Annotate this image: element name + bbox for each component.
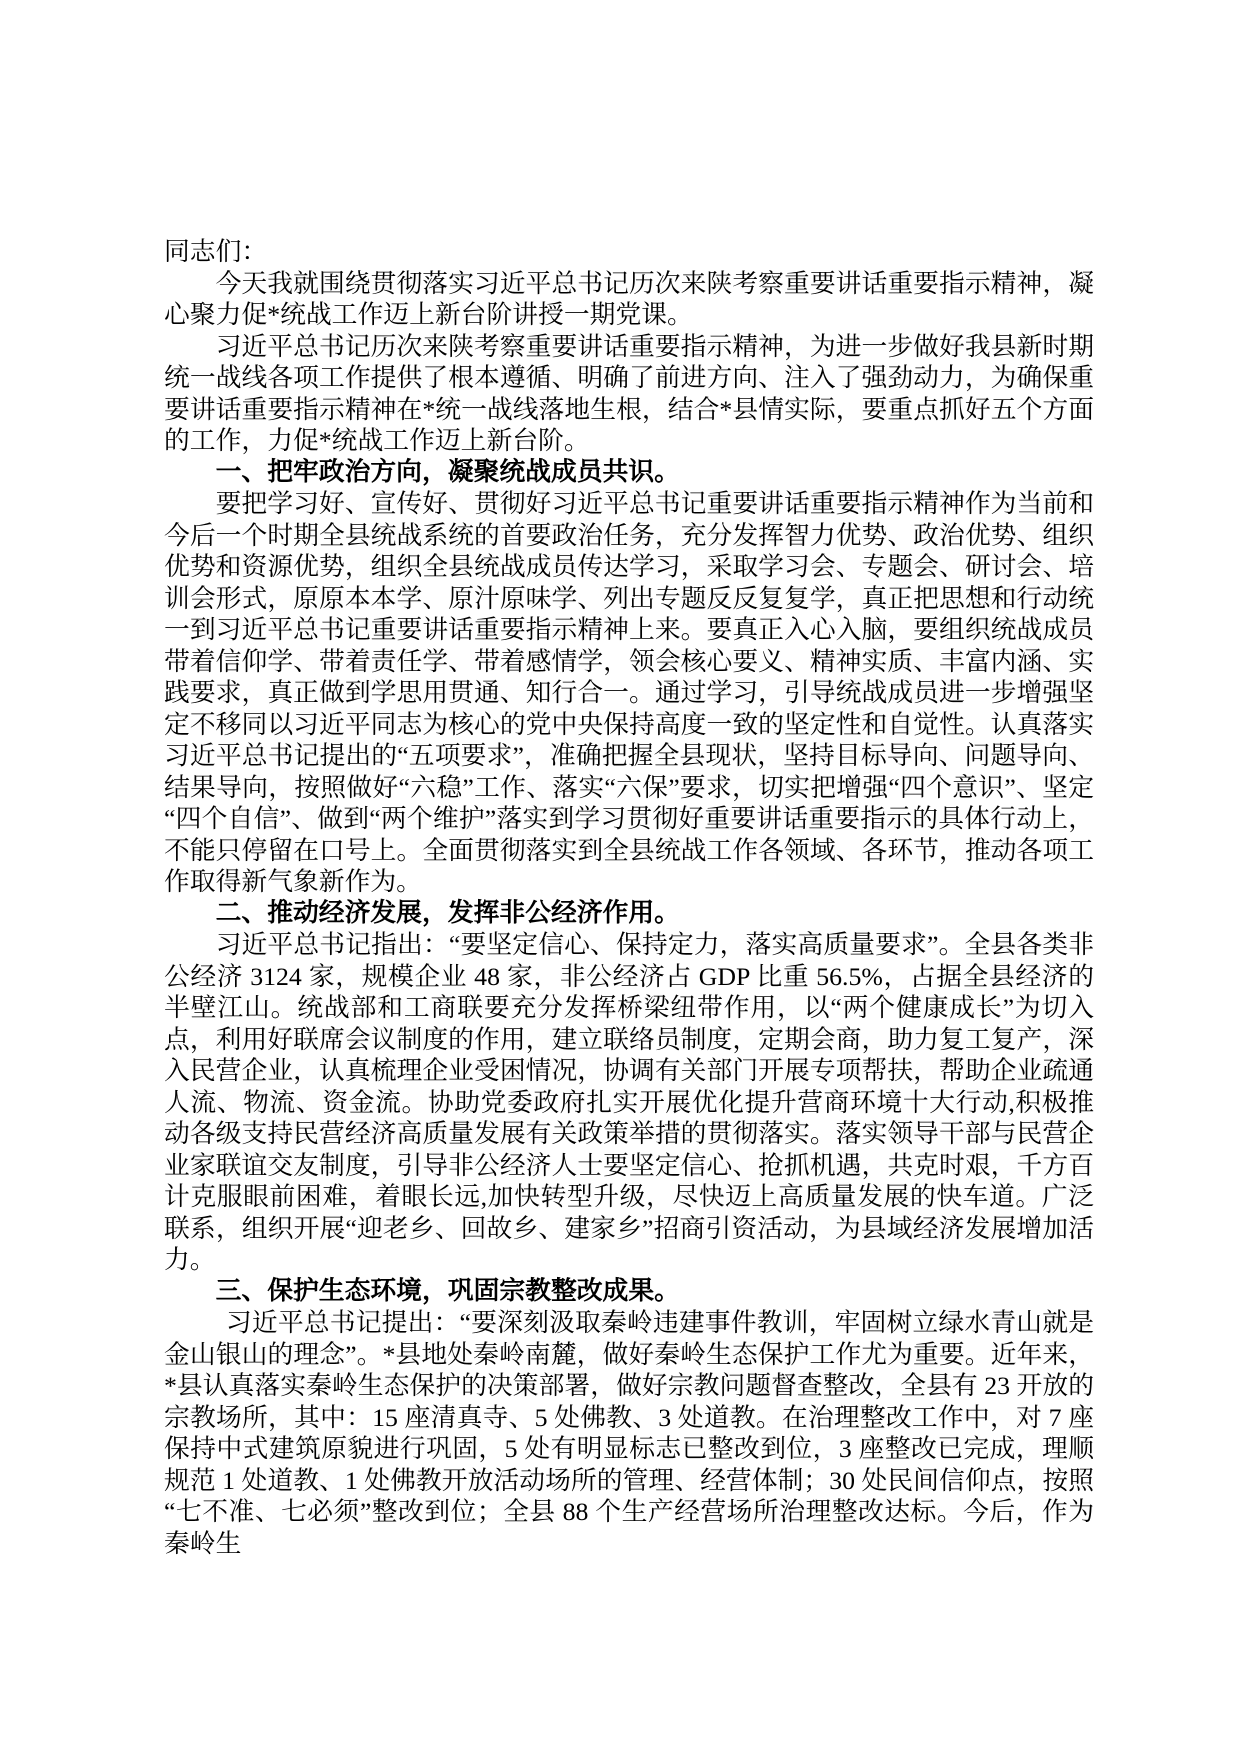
section-heading: 二、推动经济发展，发挥非公经济作用。 [215,898,680,927]
paragraph: 同志们： [164,237,268,266]
document-body [164,236,1094,1559]
paragraph: 今天我就围绕贯彻落实习近平总书记历次来陕考察重要讲话重要指示精神，凝心聚力促*统战工作迈上新台阶讲授一期党课。 [164,268,1094,329]
section-heading: 三、保护生态环境，巩固宗教整改成果。 [215,1276,680,1305]
paragraph: 习近平总书记历次来陕考察重要讲话重要指示精神，为进一步做好我县新时期统一战线各项工作提供了根本遵循、明确了前进方向、注入了强劲动力，为确保重要讲话重要指示精神在*统一战线落地生根，结合*县情实际，要重点抓好五个方面的工作，力促*统战工作迈上新台阶。 [164,331,1094,455]
paragraph: 习近平总书记指出：“要坚定信心、保持定力，落实高质量要求”。全县各类非公经济 3124 家，规模企业 48 家，非公经济占 GDP 比重 56.5%，占据全县经济的半壁江山。统战部和工商联要充分发挥桥梁纽带作用，以“两个健康成长”为切入点，利用好联席会议制度的作用，建立联络员制度，定期会商，助力复工复产，深入民营企业，认真梳理企业受困情况，协调有关部门开展专项帮扶，帮助企业疏通人流、物流、资金流。协助党委政府扎实开展优化提升营商环境十大行动,积极推动各级支持民营经济高质量发展有关政策举措的贯彻落实。落实领导干部与民营企业家联谊交友制度，引导非公经济人士要坚定信心、抢抓机遇，共克时艰，千方百计克服眼前困难，着眼长远,加快转型升级，尽快迈上高质量发展的快车道。广泛联系，组织开展“迎老乡、回故乡、建家乡”招商引资活动，为县域经济发展增加活力。 [164,930,1094,1274]
paragraph: 习近平总书记提出：“要深刻汲取秦岭违建事件教训，牢固树立绿水青山就是金山银山的理念”。*县地处秦岭南麓，做好秦岭生态保护工作尤为重要。近年来，*县认真落实秦岭生态保护的决策部署，做好宗教问题督查整改，全县有 23 开放的宗教场所，其中：15 座清真寺、5 处佛教、3 处道教。在治理整改工作中，对 7 座保持中式建筑原貌进行巩固，5 处有明显标志已整改到位，3 座整改已完成，理顺规范 1 处道教、1 处佛教开放活动场所的管理、经营体制；30 处民间信仰点，按照“七不准、七必须”整改到位；全县 88 个生产经营场所治理整改达标。今后，作为秦岭生 [164,1308,1094,1558]
section-heading: 一、把牢政治方向，凝聚统战成员共识。 [215,457,680,486]
paragraph: 要把学习好、宣传好、贯彻好习近平总书记重要讲话重要指示精神作为当前和今后一个时期全县统战系统的首要政治任务，充分发挥智力优势、政治优势、组织优势和资源优势，组织全县统战成员传达学习，采取学习会、专题会、研讨会、培训会形式，原原本本学、原汁原味学、列出专题反反复复学，真正把思想和行动统一到习近平总书记重要讲话重要指示精神上来。要真正入心入脑，要组织统战成员带着信仰学、带着责任学、带着感情学，领会核心要义、精神实质、丰富内涵、实践要求，真正做到学思用贯通、知行合一。通过学习，引导统战成员进一步增强坚定不移同以习近平同志为核心的党中央保持高度一致的坚定性和自觉性。认真落实习近平总书记提出的“五项要求”，准确把握全县现状，坚持目标导向、问题导向、结果导向，按照做好“六稳”工作、落实“六保”要求，切实把增强“四个意识”、坚定“四个自信”、做到“两个维护”落实到学习贯彻好重要讲话重要指示的具体行动上，不能只停留在口号上。全面贯彻落实到全县统战工作各领域、各环节，推动各项工作取得新气象新作为。 [164,489,1094,896]
